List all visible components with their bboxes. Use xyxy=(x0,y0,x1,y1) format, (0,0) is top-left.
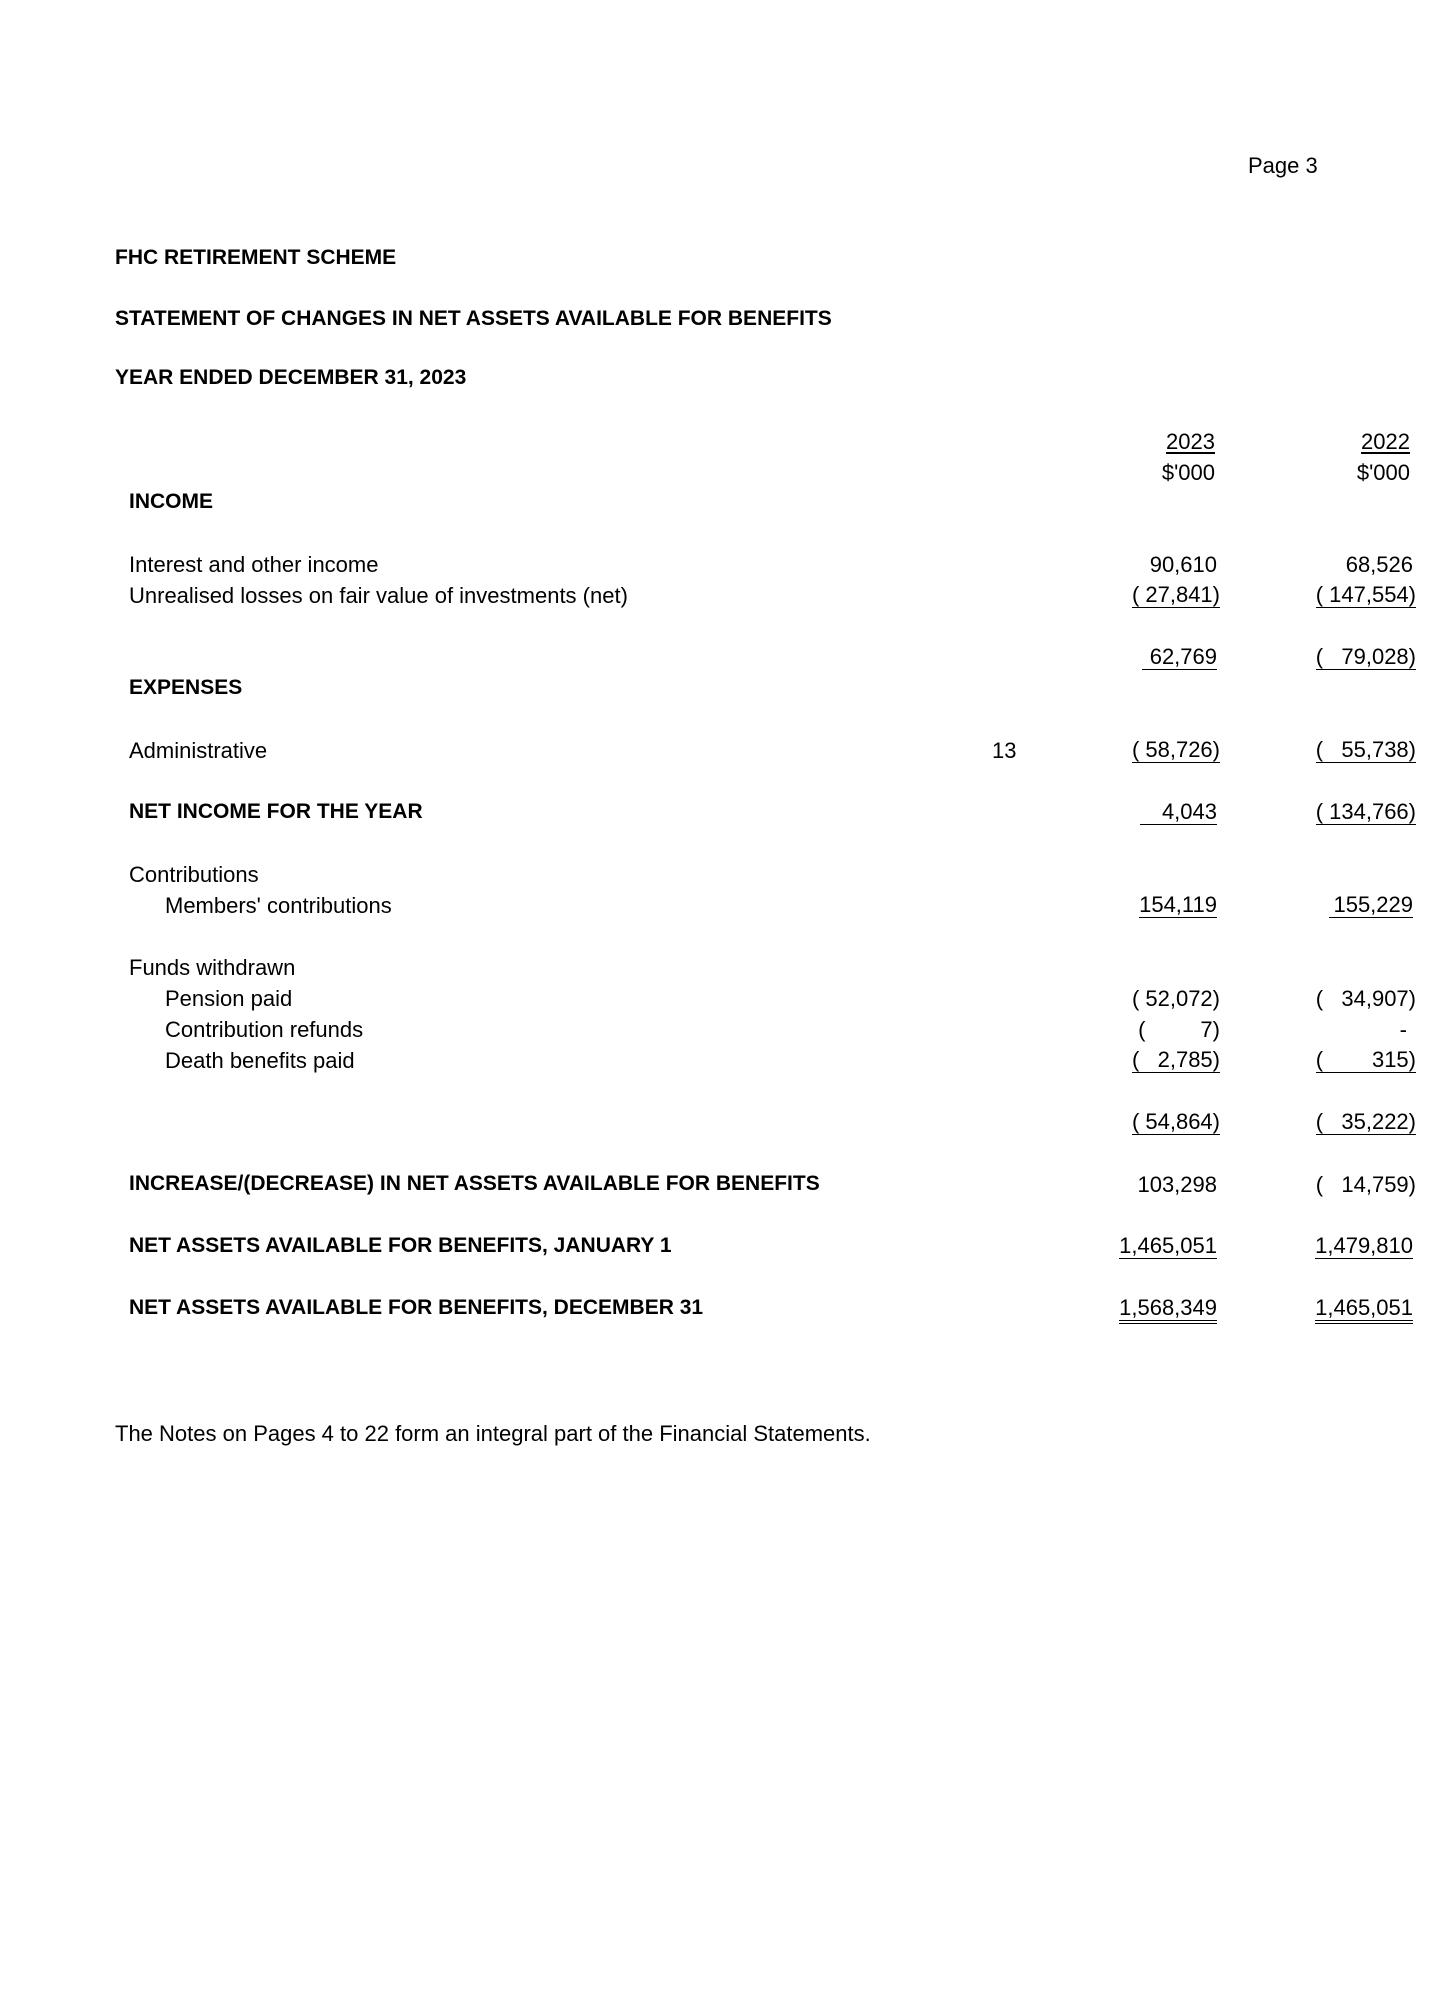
value-2022: ( 134,766) xyxy=(1315,799,1416,824)
pension-paid-row xyxy=(0,986,1435,1017)
row-label: Administrative xyxy=(129,738,268,763)
column-unit-2022: $'000 xyxy=(1356,460,1410,485)
contributions-heading: Contributions xyxy=(129,862,259,887)
funds-withdrawn-subtotal-row xyxy=(0,1110,1435,1141)
footer-note: The Notes on Pages 4 to 22 form an integral part of the Financial Statements. xyxy=(115,1421,871,1446)
row-label: Death benefits paid xyxy=(165,1048,355,1073)
value-2022: ( 79,028) xyxy=(1315,644,1416,669)
row-label: NET ASSETS AVAILABLE FOR BENEFITS, DECEMBER 31 xyxy=(129,1296,704,1319)
value-2023: 1,568,349 xyxy=(1119,1296,1217,1324)
row-label: Interest and other income xyxy=(129,552,379,577)
value-2023: 1,465,051 xyxy=(1119,1233,1217,1258)
value-2022: - xyxy=(1399,1017,1407,1042)
row-label: NET ASSETS AVAILABLE FOR BENEFITS, JANUARY 1 xyxy=(129,1234,672,1257)
page-number: Page 3 xyxy=(1248,153,1318,178)
value-2023: ( 52,072) xyxy=(1131,986,1220,1011)
funds-withdrawn-heading-row xyxy=(0,955,1435,986)
value-2022: ( 55,738) xyxy=(1315,737,1416,762)
income-subtotal-row xyxy=(0,645,1435,676)
statement-title: STATEMENT OF CHANGES IN NET ASSETS AVAILABLE FOR BENEFITS xyxy=(115,307,832,330)
value-2023: 62,769 xyxy=(1142,645,1217,670)
period-heading: YEAR ENDED DECEMBER 31, 2023 xyxy=(115,366,467,389)
income-heading-row xyxy=(0,490,1435,521)
row-label: Unrealised losses on fair value of investments (net) xyxy=(129,583,628,608)
column-year-2023: 2023 xyxy=(1166,429,1215,454)
value-2023: 103,298 xyxy=(1137,1172,1217,1197)
value-2022: ( 147,554) xyxy=(1315,582,1416,607)
column-year-2022: 2022 xyxy=(1361,429,1410,454)
value-2023: ( 7) xyxy=(1138,1017,1220,1042)
column-header-2023 xyxy=(1065,426,1215,488)
value-2023: ( 58,726) xyxy=(1131,737,1220,762)
value-2022: 1,465,051 xyxy=(1315,1296,1413,1324)
income-heading: INCOME xyxy=(129,490,213,513)
opening-net-assets-row xyxy=(0,1234,1435,1265)
row-label: NET INCOME FOR THE YEAR xyxy=(129,800,423,823)
value-2023: ( 54,864) xyxy=(1131,1109,1220,1134)
value-2023: 90,610 xyxy=(1149,552,1217,577)
contribution-refunds-row xyxy=(0,1017,1435,1048)
value-2023: ( 2,785) xyxy=(1131,1047,1220,1072)
row-label: Members' contributions xyxy=(165,893,392,918)
interest-income-row xyxy=(0,552,1435,583)
value-2022: ( 35,222) xyxy=(1315,1109,1416,1134)
value-2022: ( 315) xyxy=(1315,1047,1416,1072)
expenses-heading: EXPENSES xyxy=(129,676,243,699)
net-income-row xyxy=(0,800,1435,831)
closing-net-assets-row xyxy=(0,1296,1435,1327)
unrealised-losses-row xyxy=(0,583,1435,614)
value-2022: ( 14,759) xyxy=(1315,1172,1416,1197)
value-2022: ( 34,907) xyxy=(1315,986,1416,1011)
value-2022: 68,526 xyxy=(1345,552,1413,577)
entity-name: FHC RETIREMENT SCHEME xyxy=(115,246,397,269)
column-header-2022 xyxy=(1260,426,1410,488)
column-unit-2023: $'000 xyxy=(1161,460,1215,485)
death-benefits-row xyxy=(0,1048,1435,1079)
row-label: INCREASE/(DECREASE) IN NET ASSETS AVAILABLE FOR BENEFITS xyxy=(129,1172,820,1195)
funds-withdrawn-heading: Funds withdrawn xyxy=(129,955,296,980)
value-2023: 154,119 xyxy=(1139,892,1217,917)
administrative-row xyxy=(0,738,1435,769)
value-2022: 1,479,810 xyxy=(1315,1233,1413,1258)
row-label: Pension paid xyxy=(165,986,293,1011)
increase-decrease-row xyxy=(0,1172,1435,1203)
value-2023: ( 27,841) xyxy=(1131,582,1220,607)
row-label: Contribution refunds xyxy=(165,1017,364,1042)
note-reference: 13 xyxy=(992,738,1017,763)
expenses-heading-row xyxy=(0,676,1435,707)
members-contributions-row xyxy=(0,893,1435,924)
value-2022: 155,229 xyxy=(1329,893,1413,918)
value-2023: 4,043 xyxy=(1140,800,1217,825)
contributions-heading-row xyxy=(0,862,1435,893)
